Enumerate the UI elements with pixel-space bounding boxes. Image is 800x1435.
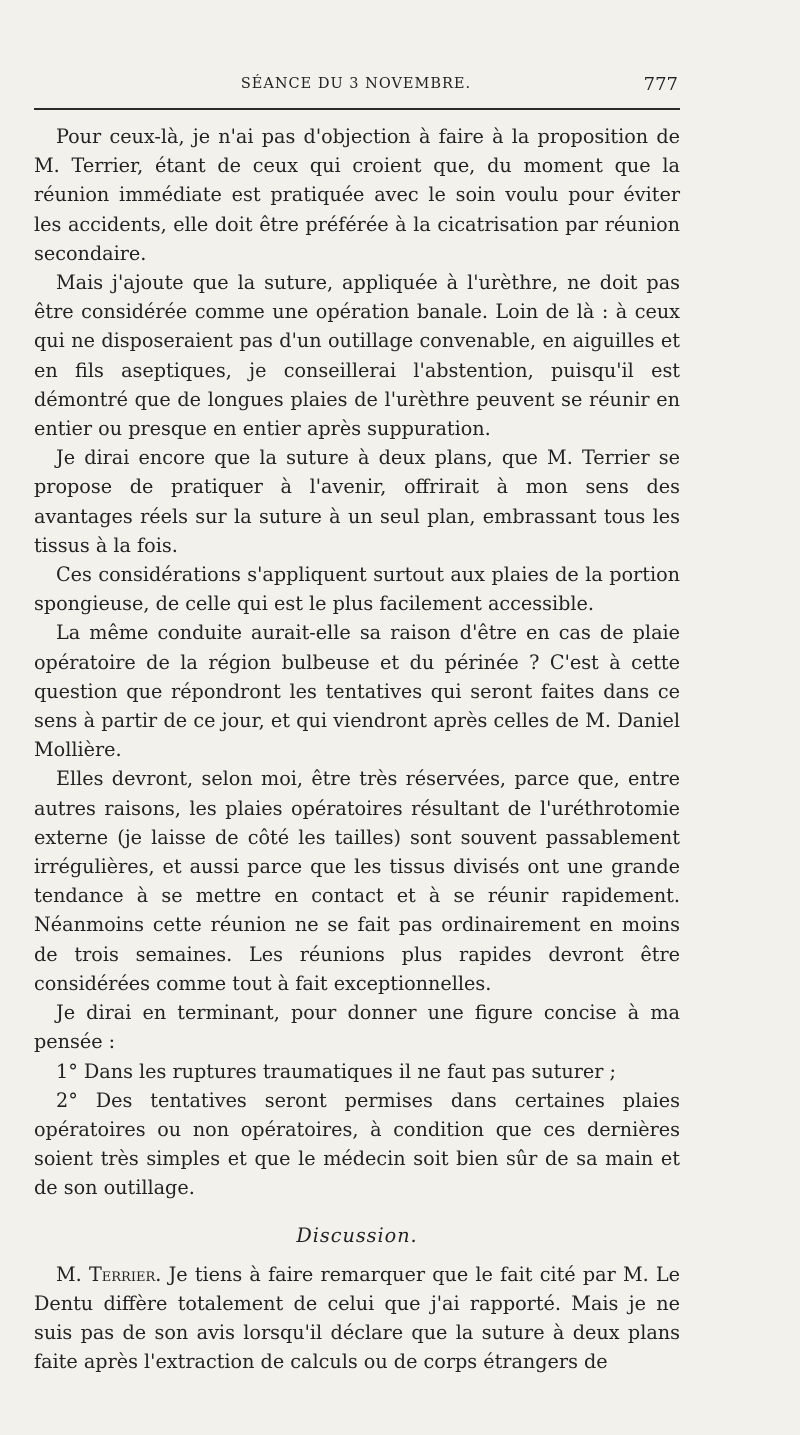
- paragraph: Je dirai en terminant, pour donner une figure concise à ma pensée :: [34, 1001, 680, 1054]
- header-title: SÉANCE DU 3 NOVEMBRE.: [240, 76, 472, 92]
- paragraph: Je dirai encore que la suture à deux plans, que M. Terrier se propose de pratiquer à l'avenir, offrirait à mon sens des avantages réels sur la suture à un seul plan, embrassant tous les tissus à la fois.: [34, 446, 680, 557]
- paragraph: 2° Des tentatives seront permises dans certaines plaies opératoires ou non opératoires, à condition que ces dernières soient très simples et que le médecin soit bien sûr de sa main et de son outillage.: [34, 1088, 680, 1200]
- paragraph: 1° Dans les ruptures traumatiques il ne faut pas suturer ;: [56, 1059, 617, 1083]
- paragraph: Pour ceux-là, je n'ai pas d'objection à faire à la proposition de M. Terrier, étant de ceux qui croient que, du moment que la réunion immédiate est pratiquée avec le soin voulu pour éviter les accidents, elle doit être préférée à la cicatrisation par réunion secondaire.: [34, 125, 680, 265]
- discussion-text: Je tiens à faire remarquer que le fait cité par M. Le Dentu diffère totalement de celui que j'ai rapporté. Mais je ne suis pas de son avis lorsqu'il déclare que la suture à deux plans faite après l'extraction de calculs ou de corps étrangers de: [34, 1262, 681, 1374]
- body-text: [34, 122, 680, 1377]
- paragraph: Mais j'ajoute que la suture, appliquée à l'urèthre, ne doit pas être considérée comme une opération banale. Loin de là : à ceux qui ne disposeraient pas d'un outillage convenable, en aiguilles et en fils aseptiques, je conseillerai l'abstention, puisqu'il est démontré que de longues plaies de l'urèthre peuvent se réunir en entier ou presque en entier après suppuration.: [34, 271, 680, 441]
- running-header: [34, 72, 678, 102]
- speaker-name: M. Terrier.: [56, 1262, 162, 1286]
- section-heading: Discussion.: [296, 1223, 418, 1247]
- paragraph: La même conduite aurait-elle sa raison d'être en cas de plaie opératoire de la région bulbeuse et du périnée ? C'est à cette question que répondront les tentatives qui seront faites dans ce sens à partir de ce jour, et qui viendront après celles de M. Daniel Mollière.: [34, 621, 680, 762]
- discussion-paragraph: [34, 1260, 680, 1377]
- page-number: 777: [643, 74, 678, 95]
- header-rule: [34, 108, 680, 110]
- paragraph: Elles devront, selon moi, être très réservées, parce que, entre autres raisons, les plaies opératoires résultant de l'uréthrotomie externe (je laisse de côté les tailles) sont souvent passablement irrégulières, et aussi parce que les tissus divisés ont une grande tendance à se mettre en contact et à se réunir rapidement. Néanmoins cette réunion ne se fait pas ordinairement en moins de trois semaines. Les réunions plus rapides devront être considérées comme tout à fait exceptionnelles.: [34, 767, 680, 995]
- paragraph: Ces considérations s'appliquent surtout aux plaies de la portion spongieuse, de celle qui est le plus facilement accessible.: [34, 563, 680, 616]
